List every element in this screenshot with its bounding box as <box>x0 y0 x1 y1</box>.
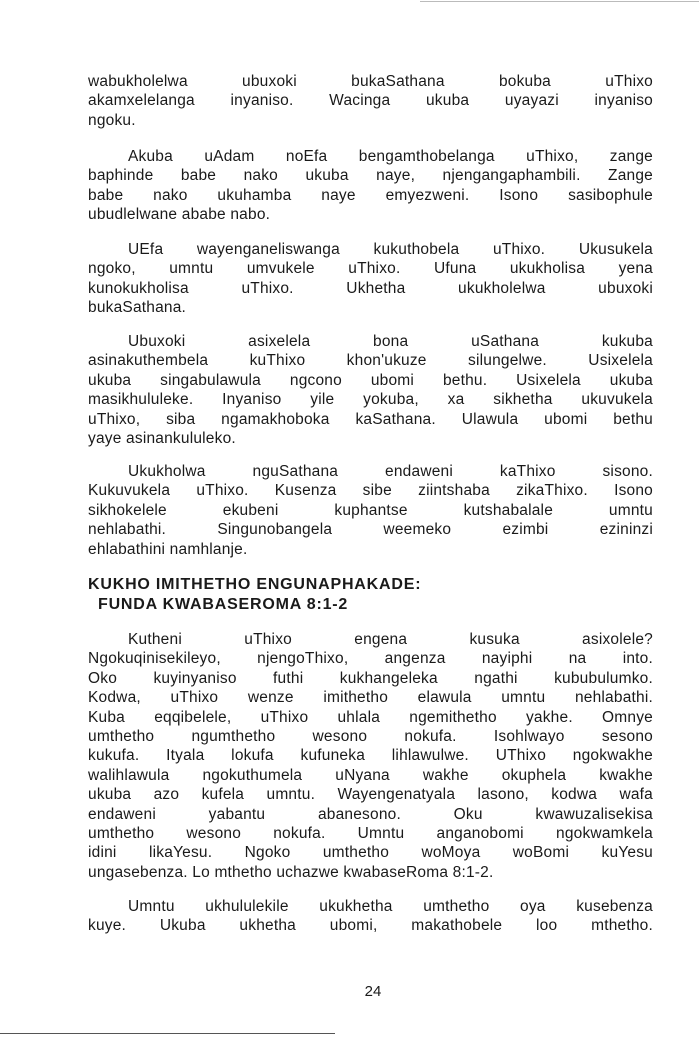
scan-edge-line <box>0 1033 335 1034</box>
paragraph-line: kuye. Ukuba ukhetha ubomi, makathobele loo mthetho. <box>88 917 653 935</box>
body-paragraph <box>88 147 653 225</box>
paragraph-line: yaye asinankululeko. <box>88 429 236 447</box>
paragraph-line: masikhululeke. Inyaniso yile yokuba, xa sikhetha ukuvukela <box>88 391 653 409</box>
paragraph-line: Kukuvukela uThixo. Kusenza sibe ziintshaba zikaThixo. Isono <box>88 482 653 500</box>
body-paragraph <box>88 462 653 559</box>
paragraph-line: walihlawula ngokuthumela uNyana wakhe okuphela kwakhe <box>88 766 653 784</box>
paragraph-line: endaweni yabantu abanesono. Oku kwawuzalisekisa <box>88 805 653 823</box>
paragraph-line: asinakuthembela kuThixo khon'ukuze silungelwe. Usixelela <box>88 352 653 370</box>
body-paragraph <box>88 332 653 448</box>
paragraph-line: kunokukholisa uThixo. Ukhetha ukukholelwa ubuxoki <box>88 279 653 297</box>
paragraph-line: ungasebenza. Lo mthetho uchazwe kwabaseRoma 8:1-2. <box>88 863 494 881</box>
page-number: 24 <box>364 983 382 1000</box>
paragraph-line: akamxelelanga inyaniso. Wacinga ukuba uyayazi inyaniso <box>88 92 653 110</box>
paragraph-line: kukufa. Ityala lokufa kufuneka lihlawulwe. UThixo ngokwakhe <box>88 747 653 765</box>
paragraph-line: Kutheni uThixo engena kusuka asixolele? <box>128 631 653 648</box>
paragraph-line: ukuba azo kufela umntu. Wayengenatyala lasono, kodwa wafa <box>88 786 653 804</box>
paragraph-line: nehlabathi. Singunobangela weemeko ezimbi ezininzi <box>88 521 653 539</box>
paragraph-line: Oko kuyinyaniso futhi kukhangeleka ngathi kububulumko. <box>88 669 653 687</box>
section-heading <box>88 575 421 615</box>
paragraph-line: ngoko, umntu umvukele uThixo. Ufuna ukukholisa yena <box>88 260 653 278</box>
section-heading-reference: FUNDA KWABASEROMA 8:1-2 <box>98 596 349 613</box>
paragraph-line: bukaSathana. <box>88 299 187 317</box>
paragraph-line: sikhokelele ekubeni kuphantse kutshabalale umntu <box>88 501 653 519</box>
scan-edge-line <box>420 1 699 2</box>
paragraph-line: babe nako ukuhamba naye emyezweni. Isono sasibophule <box>88 186 653 204</box>
paragraph-line: uThixo, siba ngamakhoboka kaSathana. Ulawula ubomi bethu <box>88 410 653 428</box>
paragraph-line: Akuba uAdam noEfa bengamthobelanga uThixo, zange <box>128 148 653 165</box>
paragraph-line: umthetho ngumthetho wesono nokufa. Isohlwayo sesono <box>88 727 653 745</box>
body-paragraph <box>88 897 653 936</box>
paragraph-line: Kuba eqqibelele, uThixo uhlala ngemithetho yakhe. Omnye <box>88 708 653 726</box>
paragraph-line: ukuba singabulawula ngcono ubomi bethu. Usixelela ukuba <box>88 371 653 389</box>
paragraph-line: umthetho wesono nokufa. Umntu anganobomi ngokwamkela <box>88 824 653 842</box>
paragraph-line: baphinde babe nako ukuba naye, njengangaphambili. Zange <box>88 167 653 185</box>
paragraph-line: wabukholelwa ubuxoki bukaSathana bokuba uThixo <box>88 73 653 90</box>
body-paragraph <box>88 630 653 882</box>
body-paragraph <box>88 72 653 130</box>
paragraph-line: ubudlelwane ababe nabo. <box>88 206 271 224</box>
paragraph-line: ehlabathini namhlanje. <box>88 540 248 558</box>
paragraph-line: Umntu ukhululekile ukukhetha umthetho oya kusebenza <box>128 898 653 915</box>
paragraph-line: idini likaYesu. Ngoko umthetho woMoya woBomi kuYesu <box>88 844 653 862</box>
paragraph-line: Ngokuqinisekileyo, njengoThixo, angenza nayiphi na into. <box>88 650 653 668</box>
paragraph-line: Ubuxoki asixelela bona uSathana kukuba <box>128 333 653 350</box>
paragraph-line: Kodwa, uThixo wenze imithetho elawula umntu nehlabathi. <box>88 689 653 707</box>
paragraph-line: ngoku. <box>88 111 136 129</box>
body-paragraph <box>88 240 653 318</box>
section-heading-title: KUKHO IMITHETHO ENGUNAPHAKADE: <box>88 576 422 593</box>
paragraph-line: UEfa wayenganeliswanga kukuthobela uThixo. Ukusukela <box>128 241 653 258</box>
paragraph-line: Ukukholwa nguSathana endaweni kaThixo sisono. <box>128 463 653 480</box>
